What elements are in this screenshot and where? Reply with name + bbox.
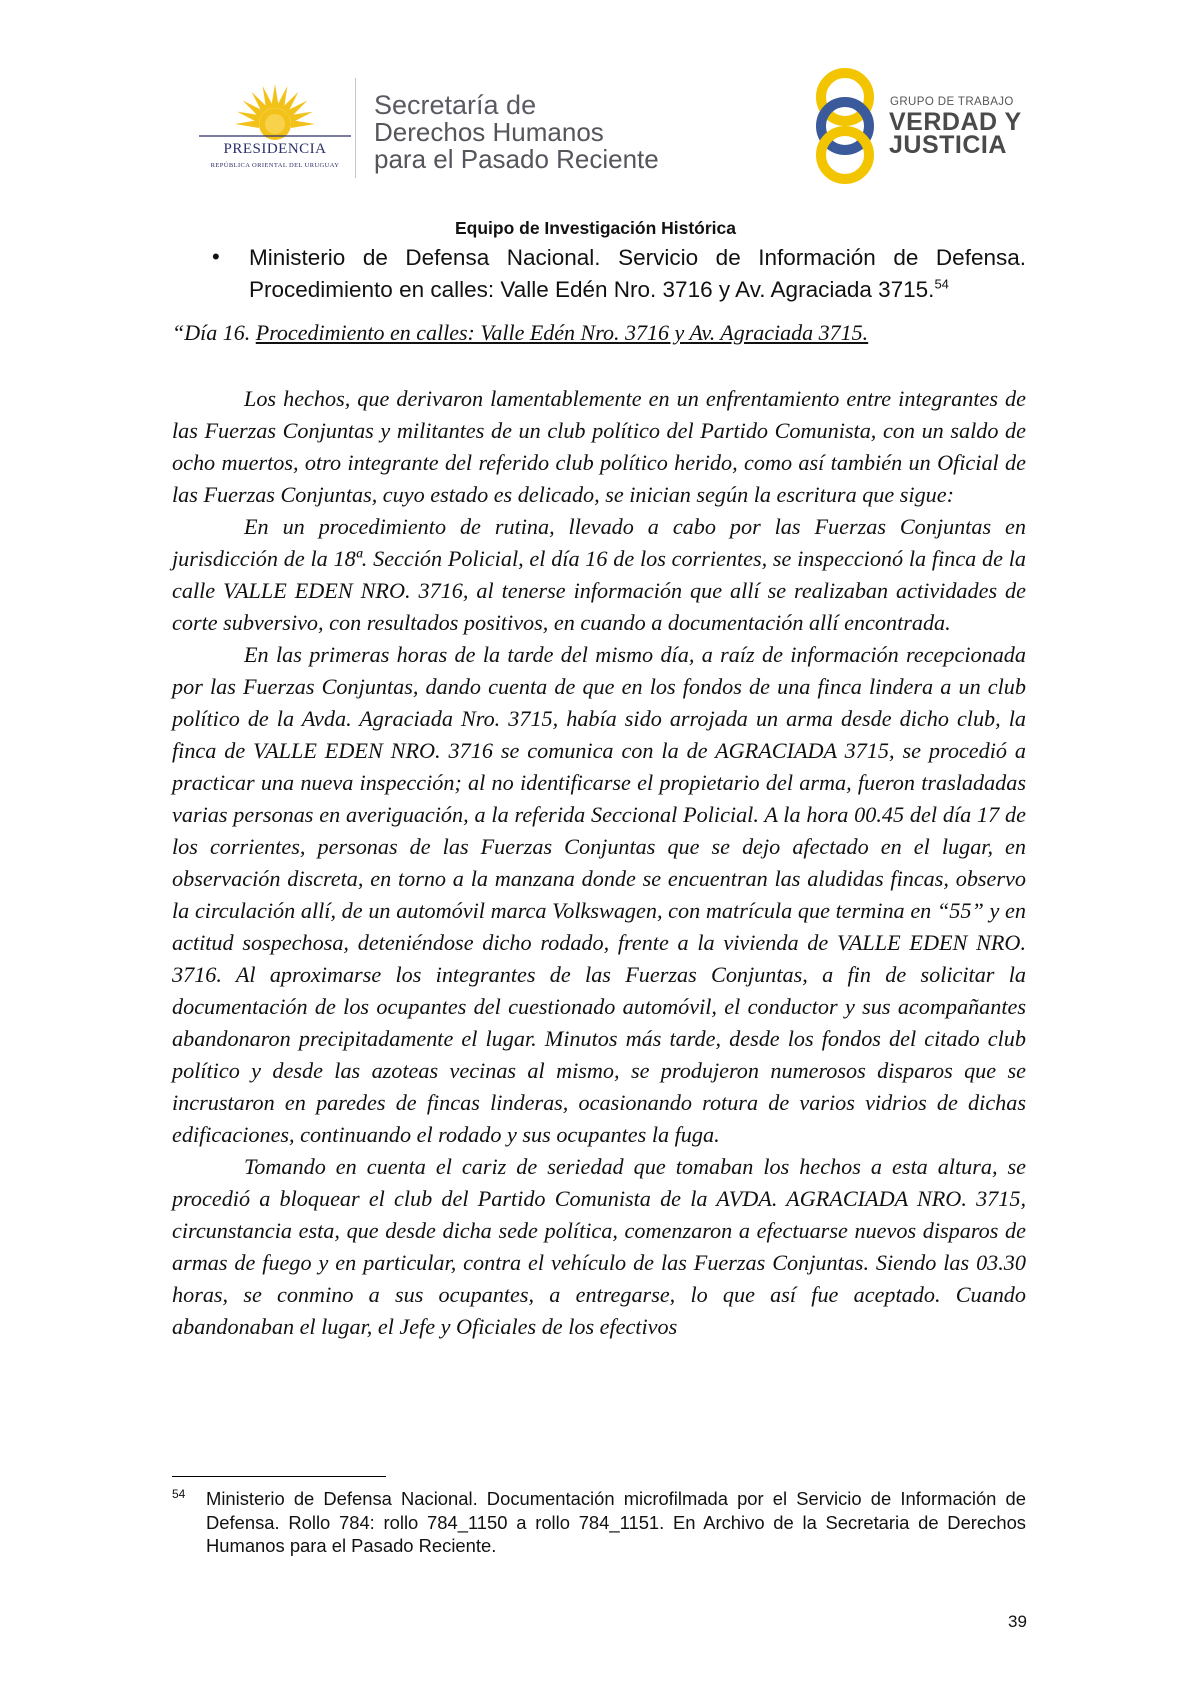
footnote-rule <box>172 1476 386 1477</box>
body-text <box>172 383 1026 1343</box>
grupo-trabajo-label: GRUPO DE TRABAJO <box>890 96 1014 108</box>
header-divider <box>355 78 356 178</box>
team-title: Equipo de Investigación Histórica <box>454 218 737 238</box>
footnote-text: Ministerio de Defensa Nacional. Documentación microfilmada por el Servicio de Información de Defensa. Rollo 784: rollo 784_1150 a rollo 784_1151. En Archivo de la Secretaria de Derechos Humanos para el Pasado Reciente. <box>206 1488 1026 1556</box>
paragraph: Tomando en cuenta el cariz de seriedad que tomaban los hechos a esta altura, se procedió a bloquear el club del Partido Comunista de la AVDA. AGRACIADA NRO. 3715, circunstancia esta, que desde dicha sede política, comenzaron a efectuarse nuevos disparos de armas de fuego y en particular, contra el vehículo de las Fuerzas Conjuntas. Siendo las 03.30 horas, se conmino a sus ocupantes, a entregarse, lo que así fue aceptado. Cuando abandonaban el lugar, el Jefe y Oficiales de los efectivos <box>172 1154 1026 1339</box>
quote-heading-underlined: Procedimiento en calles: Valle Edén Nro. 3716 y Av. Agraciada 3715. <box>255 320 869 345</box>
presidencia-subtitle: REPÚBLICA ORIENTAL DEL URUGUAY <box>210 162 340 169</box>
bullet-text: Ministerio de Defensa Nacional. Servicio de Información de Defensa. Procedimiento en calles: Valle Edén Nro. 3716 y Av. Agraciada 3715. <box>249 245 1026 302</box>
page-number: 39 <box>1008 1612 1027 1631</box>
verdad-label: VERDAD Y <box>889 108 1022 136</box>
quote-heading-prefix: “Día 16. <box>172 320 256 345</box>
secretaria-line-3: para el Pasado Reciente <box>374 144 659 174</box>
quote-heading <box>172 320 1026 346</box>
secretaria-title <box>374 92 659 173</box>
bullet-symbol: • <box>212 244 220 269</box>
secretaria-line-1: Secretaría de <box>374 90 537 120</box>
secretaria-line-2: Derechos Humanos <box>374 117 604 147</box>
paragraph: En las primeras horas de la tarde del mismo día, a raíz de información recepcionada por las Fuerzas Conjuntas, dando cuenta de que en los fondos de una finca lindera a un club político de la Avda. Agraciada Nro. 3715, había sido arrojada un arma desde dicho club, la finca de VALLE EDEN NRO. 3716 se comunica con la de AGRACIADA 3715, se procedió a practicar una nueva inspección; al no identificarse el propietario del arma, fueron trasladadas varias personas en averiguación, a la referida Seccional Policial. A la hora 00.45 del día 17 de los corrientes, personas de las Fuerzas Conjuntas que se dejo afectado en el lugar, en observación discreta, en torno a la manzana donde se encuentran las aludidas fincas, observo la circulación allí, de un automóvil marca Volkswagen, con matrícula que termina en “55” y en actitud sospechosa, deteniéndose dicho rodado, frente a la vivienda de VALLE EDEN NRO. 3716. Al aproximarse los integrantes de las Fuerzas Conjuntas, a fin de solicitar la documentación de los ocupantes del cuestionado automóvil, el conductor y sus acompañantes abandonaron precipitadamente el lugar. Minutos más tarde, desde los fondos del citado club político y desde las azoteas vecinas al mismo, se produjeron numerosos disparos que se incrustaron en paredes de fincas linderas, ocasionando rotura de varios vidrios de dichas edificaciones, continuando el rodado y sus ocupantes la fuga. <box>172 642 1026 1147</box>
paragraph: En un procedimiento de rutina, llevado a cabo por las Fuerzas Conjuntas en jurisdicción de la 18ª. Sección Policial, el día 16 de los corrientes, se inspeccionó la finca de la calle VALLE EDEN NRO. 3716, al tenerse información que allí se realizaban actividades de corte subversivo, con resultados positivos, en cuando a documentación allí encontrada. <box>172 514 1026 635</box>
presidencia-name: PRESIDENCIA <box>223 141 327 157</box>
footnote-reference: 54 <box>934 276 949 292</box>
paragraph: Los hechos, que derivaron lamentablemente en un enfrentamiento entre integrantes de las Fuerzas Conjuntas y militantes de un club político del Partido Comunista, con un saldo de ocho muertos, otro integrante del referido club político herido, como así también un Oficial de las Fuerzas Conjuntas, cuyo estado es delicado, se inician según la escritura que sigue: <box>172 386 1026 507</box>
justicia-label: JUSTICIA <box>889 131 1007 159</box>
bullet-item <box>249 242 1026 306</box>
footnote-number: 54 <box>172 1487 186 1501</box>
